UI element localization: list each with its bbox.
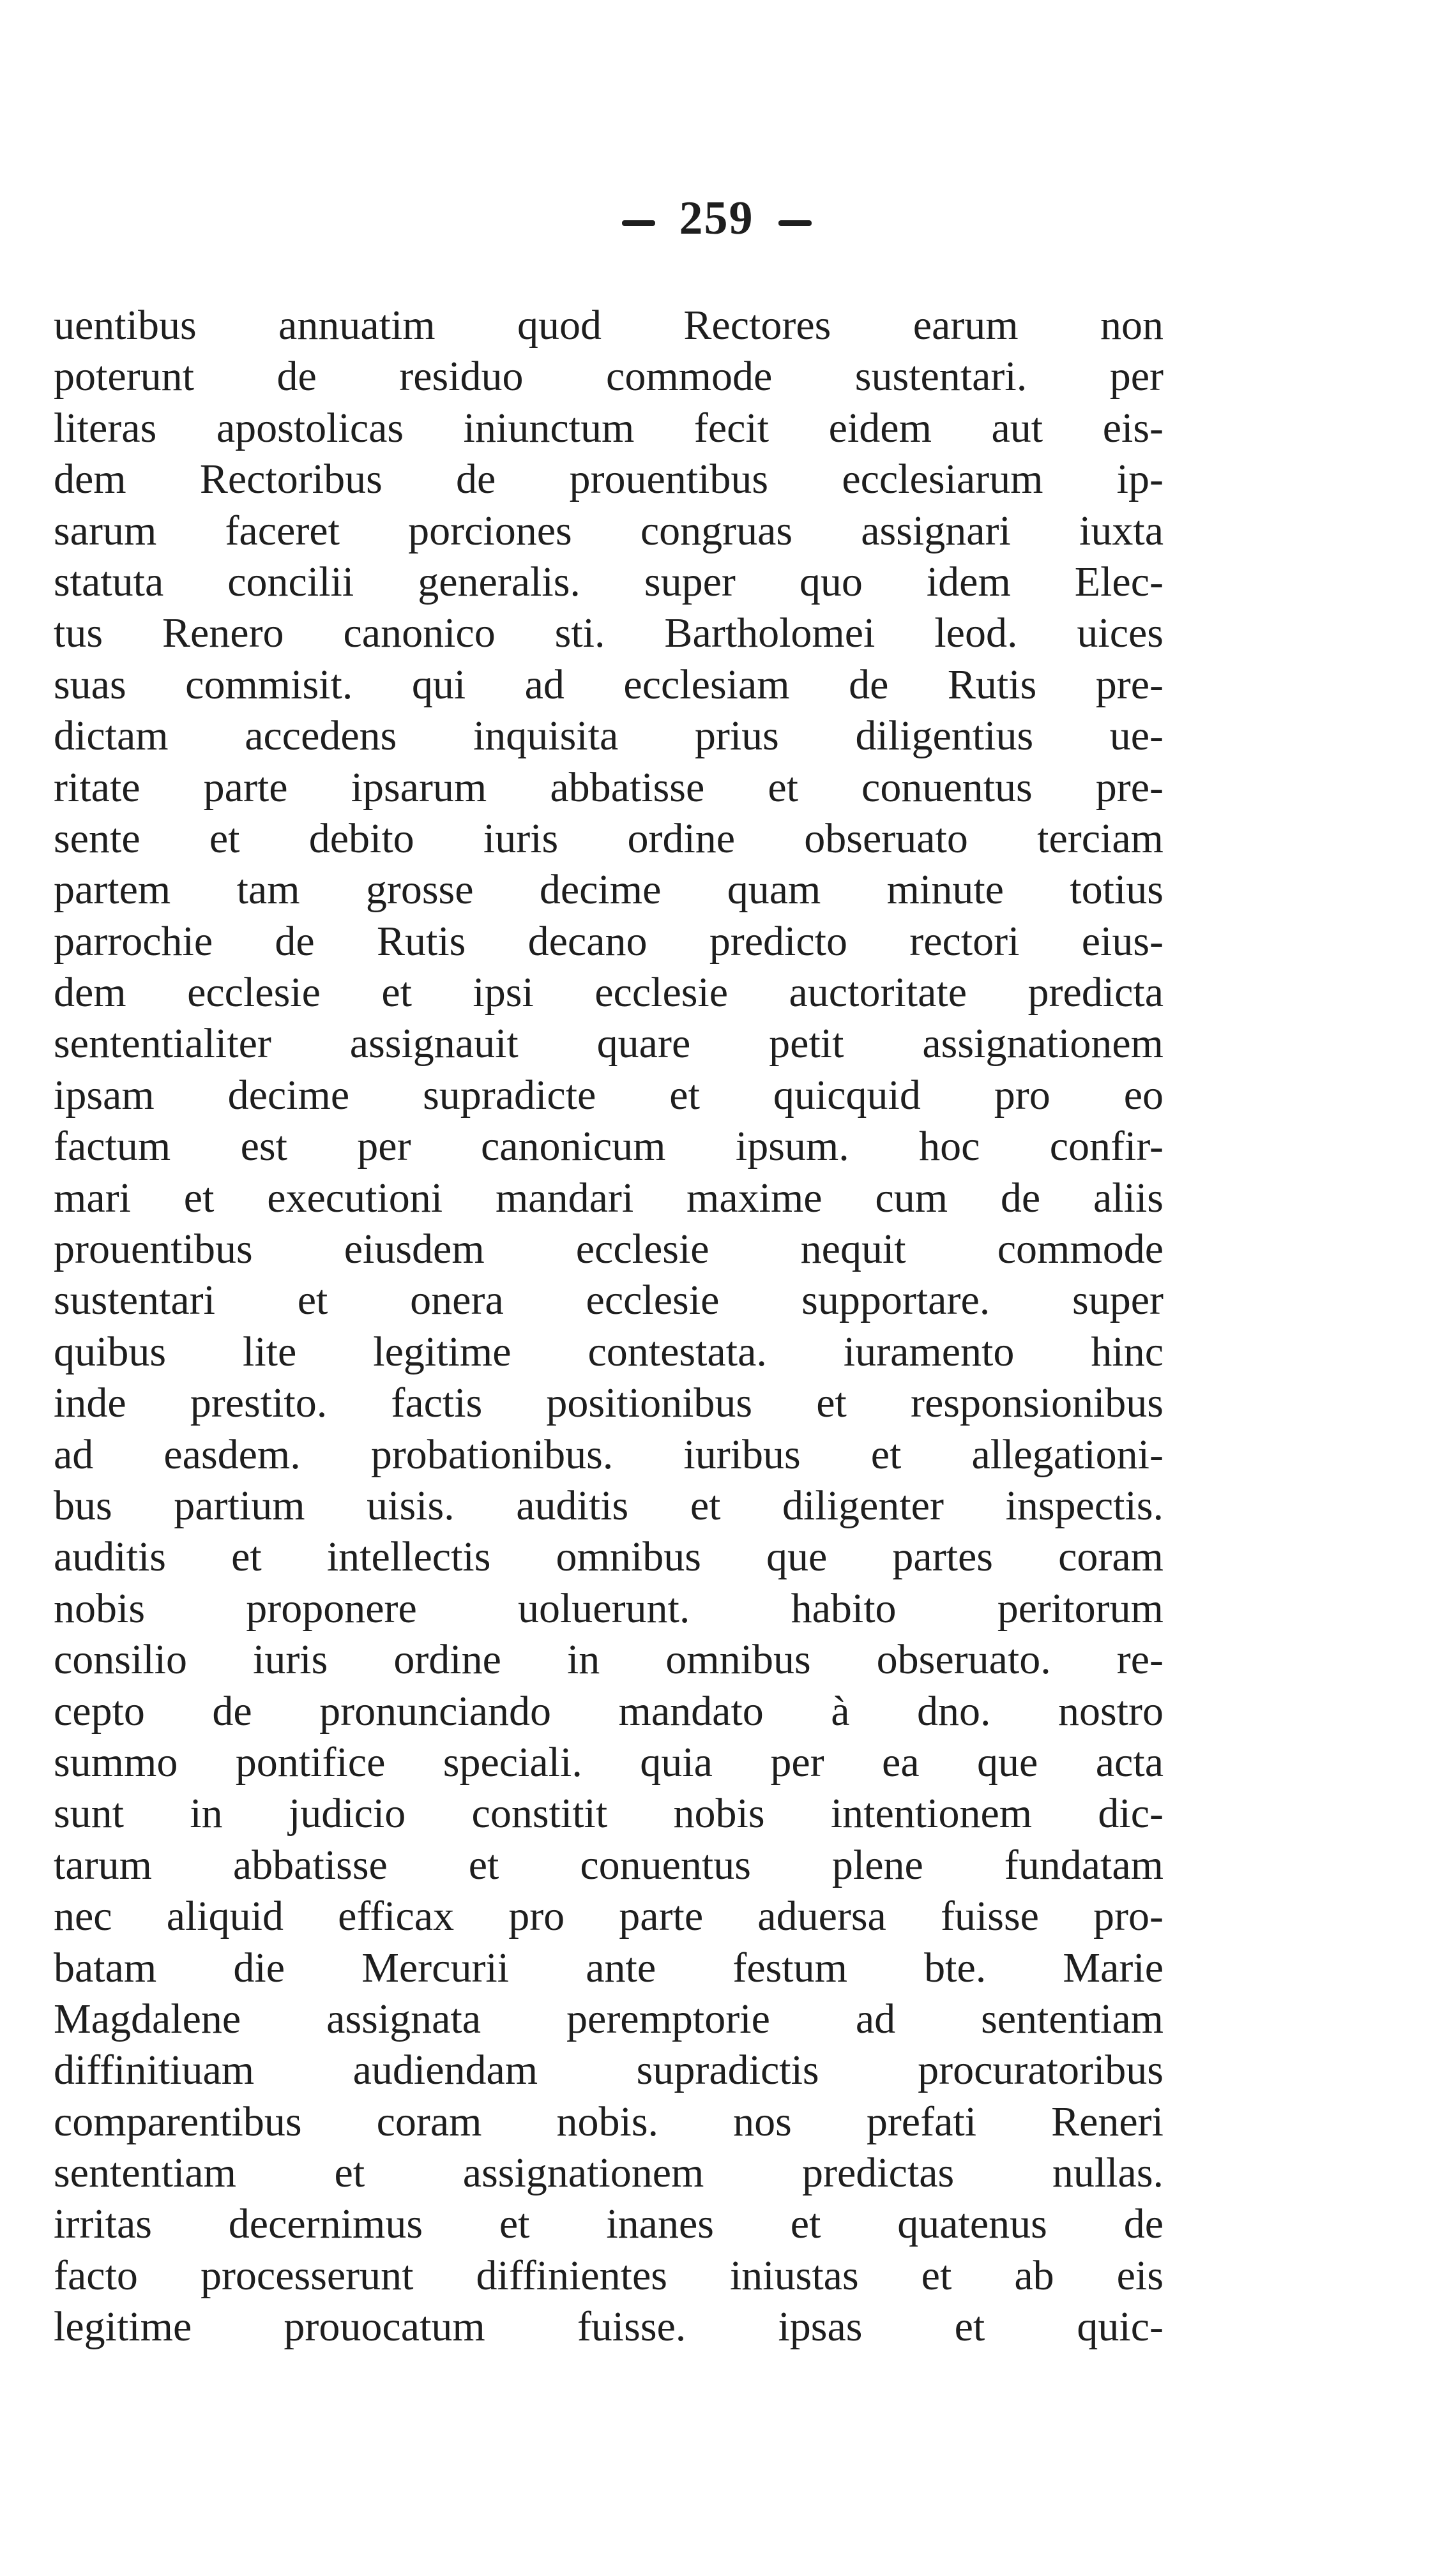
text-line: statuta concilii generalis. super quo idem Elec- <box>54 558 1164 605</box>
text-line: literas apostolicas iniunctum fecit eidem aut eis- <box>54 404 1164 451</box>
text-line: inde prestito. factis positionibus et responsionibus <box>54 1380 1164 1427</box>
text-line: facto processerunt diffinientes iniustas et ab eis <box>54 2252 1164 2299</box>
text-line: suas commisit. qui ad ecclesiam de Rutis pre- <box>54 661 1164 708</box>
text-line: comparentibus coram nobis. nos prefati Reneri <box>54 2098 1164 2145</box>
text-line: bus partium uisis. auditis et diligenter inspectis. <box>54 1482 1164 1529</box>
text-line: sente et debito iuris ordine obseruato terciam <box>54 815 1164 862</box>
dash-left <box>622 220 655 226</box>
text-line: auditis et intellectis omnibus que partes coram <box>54 1533 1164 1581</box>
page-number: 259 <box>679 192 754 245</box>
text-line: nec aliquid efficax pro parte aduersa fuisse pro- <box>54 1893 1164 1940</box>
text-line: legitime prouocatum fuisse. ipsas et quic- <box>54 2303 1164 2351</box>
text-line: summo pontifice speciali. quia per ea que acta <box>54 1738 1164 1786</box>
text-line: partem tam grosse decime quam minute totius <box>54 866 1164 914</box>
text-line: diffinitiuam audiendam supradictis procuratoribus <box>54 2047 1164 2094</box>
text-line: tarum abbatisse et conuentus plene fundatam <box>54 1841 1164 1888</box>
text-line: consilio iuris ordine in omnibus obseruato. re- <box>54 1636 1164 1683</box>
text-line: ipsam decime supradicte et quicquid pro eo <box>54 1071 1164 1119</box>
text-line: sententialiter assignauit quare petit assignationem <box>54 1020 1164 1067</box>
text-line: dem ecclesie et ipsi ecclesie auctoritate predicta <box>54 969 1164 1016</box>
page-number-header <box>0 192 1433 246</box>
text-line: sunt in judicio constitit nobis intentionem dic- <box>54 1790 1164 1837</box>
text-line: ad easdem. probationibus. iuribus et allegationi- <box>54 1431 1164 1478</box>
text-line: ritate parte ipsarum abbatisse et conuentus pre- <box>54 764 1164 811</box>
text-line: tus Renero canonico sti. Bartholomei leod. uices <box>54 610 1164 657</box>
text-line: dem Rectoribus de prouentibus ecclesiarum ip- <box>54 456 1164 503</box>
text-line: poterunt de residuo commode sustentari. per <box>54 353 1164 400</box>
text-line: uentibus annuatim quod Rectores earum non <box>54 302 1164 349</box>
text-line: quibus lite legitime contestata. iuramento hinc <box>54 1328 1164 1375</box>
text-line: batam die Mercurii ante festum bte. Marie <box>54 1944 1164 1991</box>
text-line: mari et executioni mandari maxime cum de aliis <box>54 1174 1164 1221</box>
body-text <box>54 300 1164 2353</box>
text-line: parrochie de Rutis decano predicto rectori eius- <box>54 917 1164 965</box>
text-line: cepto de pronunciando mandato à dno. nostro <box>54 1687 1164 1735</box>
text-line: factum est per canonicum ipsum. hoc confir- <box>54 1123 1164 1170</box>
text-line: dictam accedens inquisita prius diligentius ue- <box>54 712 1164 760</box>
text-line: nobis proponere uoluerunt. habito peritorum <box>54 1585 1164 1632</box>
dash-right <box>778 220 812 226</box>
text-line: irritas decernimus et inanes et quatenus de <box>54 2201 1164 2248</box>
text-line: sententiam et assignationem predictas nullas. <box>54 2150 1164 2197</box>
text-line: sarum faceret porciones congruas assignari iuxta <box>54 507 1164 554</box>
text-line: prouentibus eiusdem ecclesie nequit commode <box>54 1226 1164 1273</box>
text-line: Magdalene assignata peremptorie ad sententiam <box>54 1995 1164 2042</box>
text-line: sustentari et onera ecclesie supportare. super <box>54 1277 1164 1324</box>
